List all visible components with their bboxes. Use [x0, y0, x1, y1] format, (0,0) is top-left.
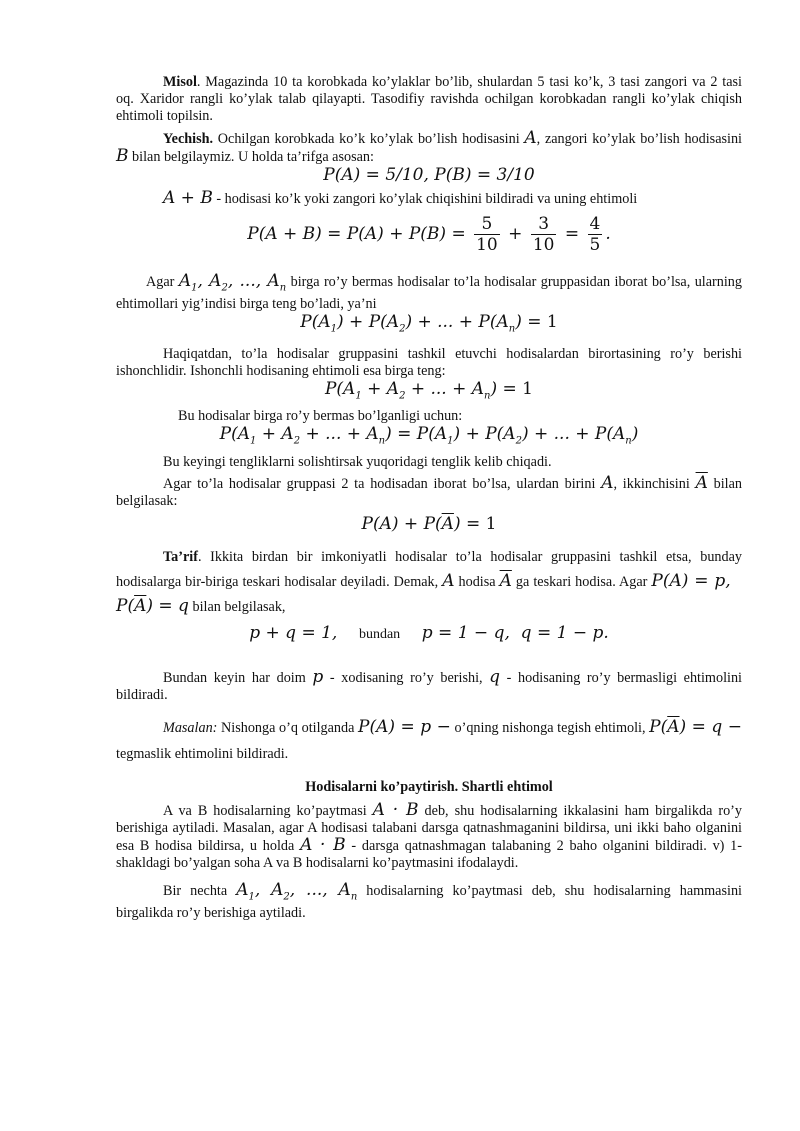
example-shot-paragraph: Masalan: Nishonga o’q otilganda P(A) = p − o’qning nishonga tegish ehtimoli, $P(\overline{A}) = q$ − tegmaslik ehtimolini bildiradi.: [116, 716, 743, 762]
formula-sum-equals-one: $P(A_1) + P(A_2)$ + ... + $P(A_n) = 1$: [300, 312, 558, 335]
example-label: Misol: [163, 74, 197, 90]
meaning-paragraph: Bundan keyin har doim p - xodisaning ro’y berishi, q - hodisaning ro’y bermasligi ehtimolini bildiradi.: [116, 666, 742, 703]
compare-paragraph: Bu keyingi tengliklarni solishtirsak yuqoridagi tenglik kelib chiqadi.: [163, 453, 552, 470]
product-paragraph: A va B hodisalarning ko’paytmasi A · B deb, shu hodisalarning ikkalasini ham birgalikda ro’y berishiga aytiladi. Masalan, agar A hodisasi talabani darsga qatnashmaganini bildirsa, uni ikki baho olganini esa B hodisa bildirsa, u holda A · B - darsga qatnashmagan talabaning 2 baho olganini bildiradi. v) 1-shakldagi bo’yalgan soha A va B hodisalarni ko’paytmasini ifodalaydi.: [116, 799, 742, 871]
document-page: [116, 74, 742, 922]
definition-paragraph: Ta’rif. Ikkita birdan bir imkoniyatli hodisalar to’la hodisalar gruppasini tashkil etsa, bunday hodisalarga bir-biriga teskari hodisalar deyiladi. Demak, A hodisa $\overline{A}$ ga teskari hodisa. Agar P(A) = p, $P(\overline{A}) = q$ bilan belgilasak,: [116, 548, 742, 616]
formula-additivity: $P(A_1 + A_2$ + ... + $A_n) = P(A_1) + P(A_2)$ + ... + $P(A_n)$: [219, 424, 639, 447]
full-group-paragraph: Agar $A_1$, $A_2$, ..., $A_n$ birga ro’y bermas hodisalar to’la hodisalar gruppasidan iborat bo’lsa, ularning ehtimollari yig’indisi birga teng bo’ladi, ya’ni: [116, 271, 742, 313]
sum-event-paragraph: A + B - hodisasi ko’k yoki zangori ko’ylak chiqishini bildiradi va uning ehtimoli: [163, 188, 638, 208]
two-events-paragraph: Agar to’la hodisalar gruppasi 2 ta hodisadan iborat bo’lsa, ulardan birini A, ikkinchisini $\overline{A}$ bilan belgilasak:: [116, 472, 742, 509]
formula-certain: $P(A_1 + A_2$ + ... + $A_n) = 1$: [324, 378, 533, 402]
formula-p-q: p + q = 1, bundan p = 1 − q, q = 1 − p.: [249, 622, 609, 643]
formula-complement: $P(A) + P(\overline{A}) = 1$: [361, 513, 497, 534]
section-heading: Hodisalarni ko’paytirish. Shartli ehtimol: [305, 778, 553, 795]
formula-sum: P(A + B) = P(A) + P(B) = $\frac{5}{10}$ + $\frac{3}{10}$ = $\frac{4}{5}$ .: [247, 214, 611, 255]
certain-event-paragraph: Haqiqatdan, to’la hodisalar gruppasini tashkil etuvchi hodisalardan birortasining ro’y berishi ishonchlidir. Ishonchli hodisaning ehtimoli esa birga teng:: [116, 345, 742, 379]
product-many-paragraph: Bir nechta $A_1$, $A_2$, ..., $A_n$ hodisalarning ko’paytmasi deb, shu hodisalarning hammasini birgalikda ro’y berishiga aytiladi.: [116, 879, 742, 921]
formula-probabilities: P(A) = 5/10, P(B) = 3/10: [323, 165, 535, 185]
solution-paragraph: Yechish. Ochilgan korobkada ko’k ko’ylak bo’lish hodisasini A, zangori ko’ylak bo’lish hodisasini B bilan belgilaymiz. U holda ta’rifga asosan:: [116, 128, 742, 166]
example-paragraph: Misol. Magazinda 10 ta korobkada ko’ylaklar bo’lib, shulardan 5 tasi ko’k, 3 tasi zangori va 2 tasi oq. Xaridor rangli ko’ylak talab qilayapti. Tasodifiy ravishda ochilgan korobkadan rangli ko’ylak chiqish ehtimoli topilsin.: [116, 74, 742, 124]
incompatible-paragraph: Bu hodisalar birga ro’y bermas bo’lganligi uchun:: [178, 408, 463, 425]
